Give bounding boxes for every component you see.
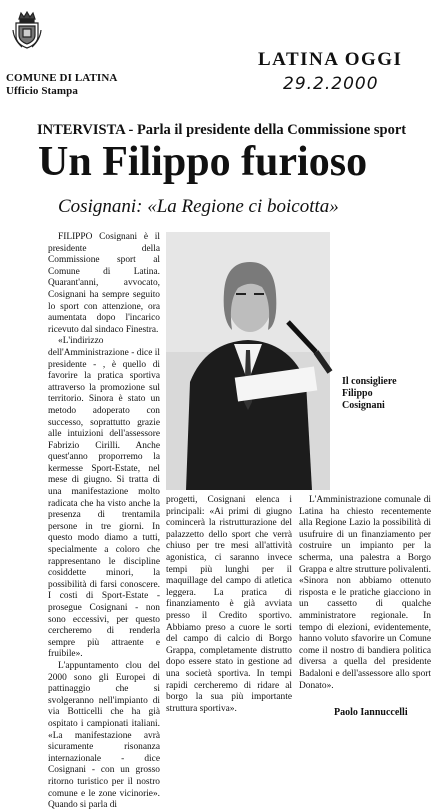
article-author: Paolo Iannuccelli xyxy=(334,707,408,718)
caption-line: Cosignani xyxy=(342,400,385,411)
caption-line: Filippo xyxy=(342,388,373,399)
city-crest-icon xyxy=(12,10,42,50)
photo-caption xyxy=(342,376,422,412)
article-column-1 xyxy=(48,232,160,811)
paragraph: «L'indirizzo dell'Amministrazione - dice il presidente - , è quello di favorire la pratica sportiva attraverso la promozione sul territorio. Sinora è stato un metodo adoperato con successo, soprattutto grazie alle intuizioni dell'assessore Fabrizio Cirilli. Anche quest'anno proporremo la kermesse Sport-Estate, nel mese di giugno. Si tratta di una manifestazione molto radicata che ha visto anche la presenza di trentamila persone in tre giorni. In questo modo diamo a tutti, specialmente a coloro che rappresentano le discipline cosiddette minori, la possibilità di farsi conoscere. I costi di Sport-Estate - prosegue Cosignani - non sono eccessivi, per questo cercheremo di renderla sempre più attraente e fruibile». xyxy=(48,336,160,660)
article-column-2 xyxy=(166,495,292,720)
article-kicker: INTERVISTA - Parla il presidente della Commissione sport xyxy=(37,122,407,138)
paragraph: L'Amministrazione comunale di Latina ha chiesto recentemente alla Regione Lazio la possibilità di usufruire di un finanziamento per costruire un impianto per la scherma, una palestra a Borgo Grappa e altre strutture polivalenti. «Sinora non abbiamo ottenuto risposta e le pratiche giacciono in un cassetto di qualche amministratore regionale. In tempo di elezioni, evidentemente, hanno voluto sfavorire un Comune come il nostro di bandiera politica diversa a quella del presidente Badaloni e dell'assessore allo sport Donato». xyxy=(299,495,431,691)
handwritten-date: 29.2.2000 xyxy=(283,74,379,94)
org-office: Ufficio Stampa xyxy=(6,85,78,97)
article-headline: Un Filippo furioso xyxy=(38,139,368,185)
paragraph: FILIPPO Cosignani è il presidente della Commissione sport al Comune di Latina. Quarant'anni, avvocato, Cosignani ha sempre seguito lo sport con attenzione, ora aumentata dopo l'incarico ricevuto dal sindaco Finestra. xyxy=(48,232,160,335)
org-name: COMUNE DI LATINA xyxy=(6,72,118,84)
issuer-block xyxy=(6,72,156,98)
paragraph: progetti, Cosignani elenca i principali: «Ai primi di giugno comincerà la ristrutturazione del palazzetto dello sport che verrà chiuso per tre mesi all'attività agonistica, ci saranno invece tempi più lunghi per il maquillage del campo di atletica leggera. La pratica di finanziamento è già avviata presso il Credito sportivo. Abbiamo preso a cuore le sorti del campo di calcio di Borgo Grappa, completamente distrutto dopo essere stato in gestione ad una società sportiva. In tempi rapidi cercheremo di ridare al borgo la sua più importante struttura sportiva». xyxy=(166,495,292,714)
article-subheadline: Cosignani: «La Regione ci boicotta» xyxy=(58,196,339,217)
newspaper-name: LATINA OGGI xyxy=(258,49,403,70)
paragraph: L'appuntamento clou del 2000 sono gli Europei di pattinaggio che si svolgeranno nell'impianto di via Botticelli che ha già ospitato i campionati italiani. «La manifestazione avrà sicuramente risonanza internazionale - dice Cosignani - con un grosso ritorno turistico per il nostro comune e le zone vicinorie». Quando si parla di xyxy=(48,660,160,811)
portrait-photo xyxy=(166,232,330,490)
article-column-3 xyxy=(299,495,431,715)
caption-line: Il consigliere xyxy=(342,376,397,387)
